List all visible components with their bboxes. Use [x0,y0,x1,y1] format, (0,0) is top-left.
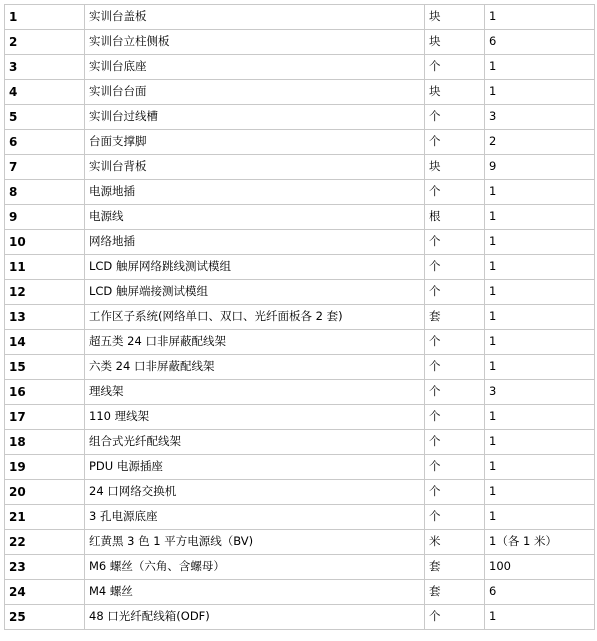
table-row [5,605,595,630]
table-row [5,355,595,380]
row-number: 21 [5,505,85,529]
row-number: 9 [5,205,85,229]
item-name: 110 理线架 [85,405,425,429]
row-number: 20 [5,480,85,504]
row-number: 3 [5,55,85,79]
item-unit: 个 [425,230,485,254]
item-name: 组合式光纤配线架 [85,430,425,454]
row-number: 12 [5,280,85,304]
row-number: 25 [5,605,85,629]
item-name: LCD 触屏网络跳线测试模组 [85,255,425,279]
item-quantity: 1 [485,605,595,629]
item-quantity: 1 [485,505,595,529]
item-quantity: 9 [485,155,595,179]
table-row [5,30,595,55]
item-unit: 套 [425,305,485,329]
item-quantity: 1 [485,405,595,429]
table-row [5,380,595,405]
item-quantity: 1 [485,80,595,104]
table-row [5,455,595,480]
row-number: 18 [5,430,85,454]
item-name: 超五类 24 口非屏蔽配线架 [85,330,425,354]
row-number: 5 [5,105,85,129]
table-row [5,5,595,30]
row-number: 24 [5,580,85,604]
item-name: M6 螺丝（六角、含螺母） [85,555,425,579]
item-quantity: 1 [485,305,595,329]
item-quantity: 1 [485,55,595,79]
item-unit: 个 [425,280,485,304]
item-unit: 个 [425,180,485,204]
item-unit: 套 [425,580,485,604]
item-unit: 个 [425,430,485,454]
item-name: 实训台盖板 [85,5,425,29]
item-name: 24 口网络交换机 [85,480,425,504]
table-row [5,105,595,130]
item-unit: 个 [425,355,485,379]
item-name: LCD 触屏端接测试模组 [85,280,425,304]
item-name: PDU 电源插座 [85,455,425,479]
row-number: 11 [5,255,85,279]
item-unit: 个 [425,255,485,279]
item-name: 六类 24 口非屏蔽配线架 [85,355,425,379]
item-name: 实训台立柱侧板 [85,30,425,54]
item-name: 网络地插 [85,230,425,254]
row-number: 8 [5,180,85,204]
row-number: 1 [5,5,85,29]
item-quantity: 1 [485,330,595,354]
item-quantity: 1（各 1 米） [485,530,595,554]
table-row [5,155,595,180]
item-unit: 个 [425,455,485,479]
item-quantity: 1 [485,480,595,504]
row-number: 15 [5,355,85,379]
row-number: 10 [5,230,85,254]
table-row [5,130,595,155]
item-unit: 米 [425,530,485,554]
item-quantity: 1 [485,355,595,379]
item-name: 48 口光纤配线箱(ODF) [85,605,425,629]
item-quantity: 6 [485,30,595,54]
item-name: 电源线 [85,205,425,229]
table-row [5,255,595,280]
row-number: 19 [5,455,85,479]
item-quantity: 1 [485,455,595,479]
item-name: 电源地插 [85,180,425,204]
item-name: 3 孔电源底座 [85,505,425,529]
item-name: 台面支撑脚 [85,130,425,154]
table-row [5,430,595,455]
row-number: 13 [5,305,85,329]
table-row [5,555,595,580]
item-quantity: 1 [485,205,595,229]
table-row [5,530,595,555]
item-name: 红黄黑 3 色 1 平方电源线（BV) [85,530,425,554]
table-row [5,55,595,80]
item-quantity: 1 [485,230,595,254]
item-unit: 个 [425,505,485,529]
item-unit: 块 [425,155,485,179]
item-unit: 个 [425,480,485,504]
table-row [5,480,595,505]
table-row [5,180,595,205]
item-name: 实训台过线槽 [85,105,425,129]
item-unit: 块 [425,5,485,29]
row-number: 2 [5,30,85,54]
item-name: 实训台底座 [85,55,425,79]
item-unit: 套 [425,555,485,579]
row-number: 14 [5,330,85,354]
item-name: 实训台背板 [85,155,425,179]
item-name: 理线架 [85,380,425,404]
item-unit: 个 [425,105,485,129]
row-number: 22 [5,530,85,554]
item-name: 工作区子系统(网络单口、双口、光纤面板各 2 套) [85,305,425,329]
row-number: 16 [5,380,85,404]
table-row [5,280,595,305]
item-unit: 个 [425,330,485,354]
row-number: 7 [5,155,85,179]
table-row [5,205,595,230]
item-unit: 个 [425,380,485,404]
row-number: 6 [5,130,85,154]
row-number: 23 [5,555,85,579]
parts-table [4,4,595,630]
table-row [5,230,595,255]
item-unit: 个 [425,130,485,154]
item-quantity: 3 [485,380,595,404]
item-quantity: 2 [485,130,595,154]
item-quantity: 1 [485,5,595,29]
item-unit: 块 [425,80,485,104]
table-row [5,305,595,330]
table-row [5,330,595,355]
item-unit: 个 [425,405,485,429]
table-row [5,80,595,105]
item-quantity: 6 [485,580,595,604]
item-quantity: 1 [485,280,595,304]
row-number: 17 [5,405,85,429]
item-name: M4 螺丝 [85,580,425,604]
item-unit: 根 [425,205,485,229]
item-unit: 个 [425,55,485,79]
item-name: 实训台台面 [85,80,425,104]
item-quantity: 100 [485,555,595,579]
item-quantity: 3 [485,105,595,129]
item-quantity: 1 [485,430,595,454]
row-number: 4 [5,80,85,104]
table-row [5,405,595,430]
item-quantity: 1 [485,255,595,279]
item-unit: 块 [425,30,485,54]
item-quantity: 1 [485,180,595,204]
item-unit: 个 [425,605,485,629]
table-row [5,580,595,605]
table-row [5,505,595,530]
